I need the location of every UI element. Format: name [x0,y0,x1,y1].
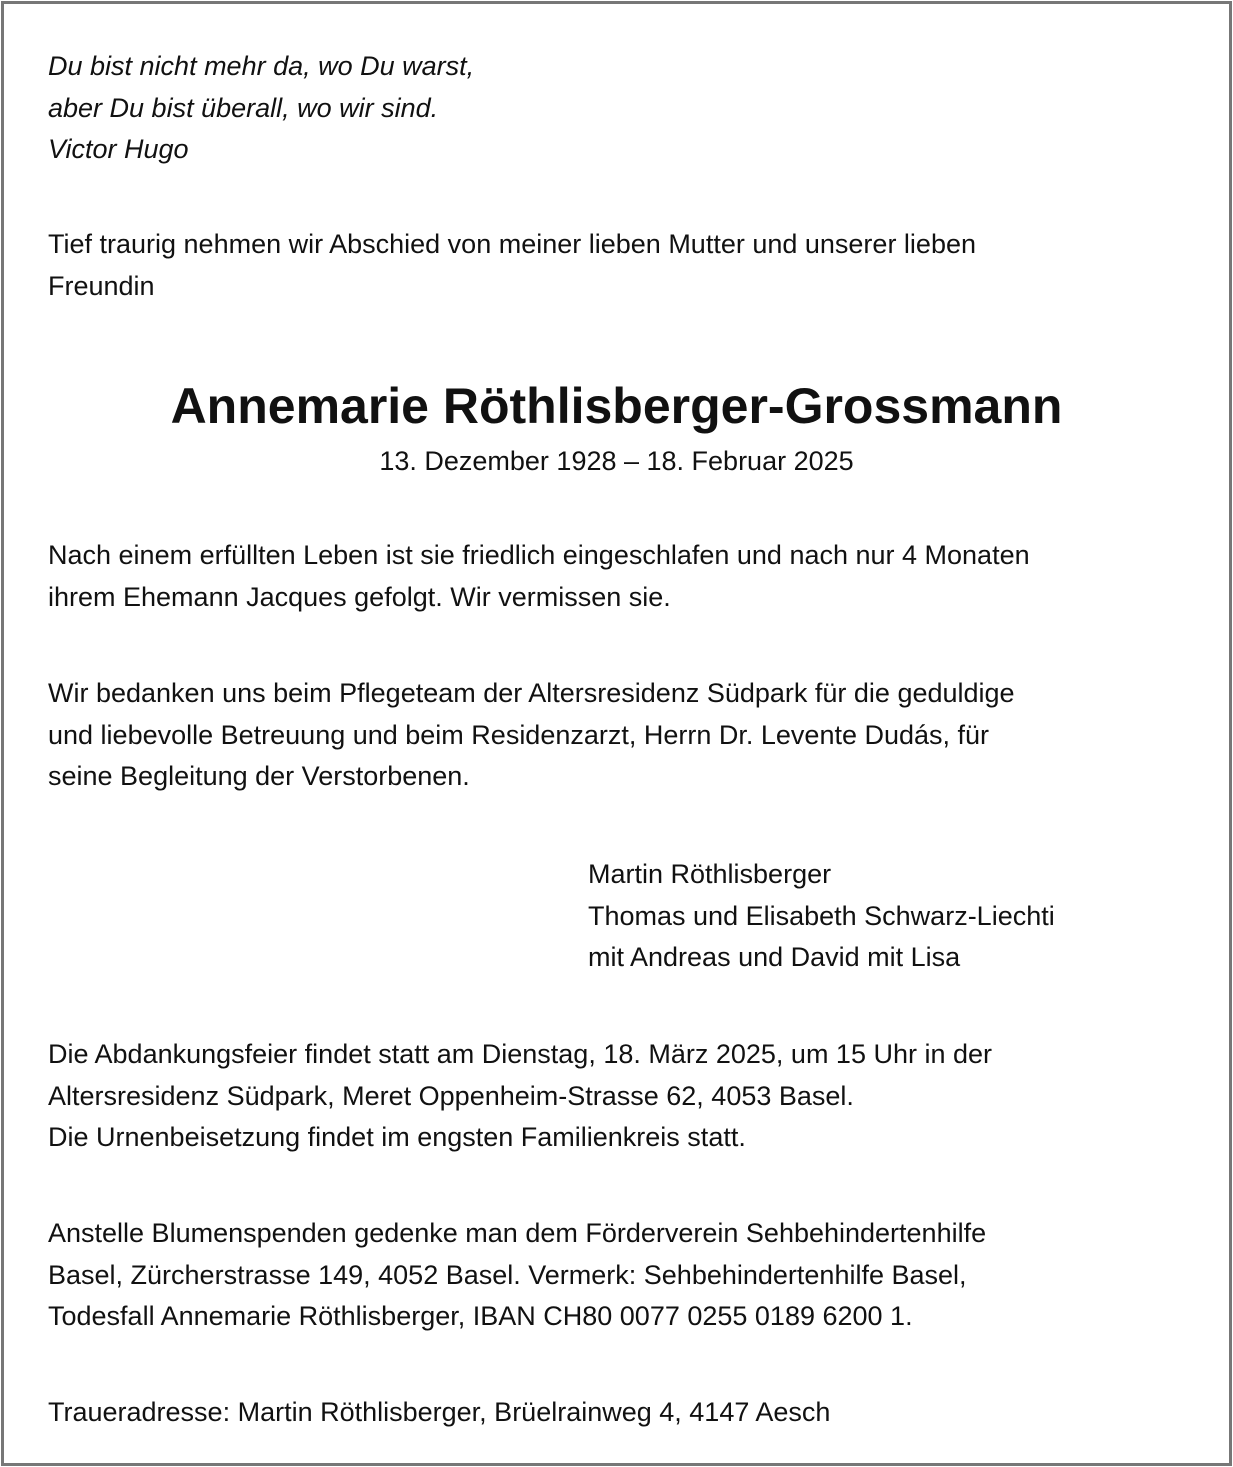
quote-author: Victor Hugo [48,134,189,164]
ceremony-paragraph [48,1034,992,1159]
intro-line: Tief traurig nehmen wir Abschied von meiner lieben Mutter und unserer lieben [48,229,976,259]
paragraph-line: Wir bedanken uns beim Pflegeteam der Altersresidenz Südpark für die geduldige [48,678,1015,708]
obituary-notice [1,1,1232,1466]
paragraph-line: seine Begleitung der Verstorbenen. [48,761,470,791]
paragraph-line: Nach einem erfüllten Leben ist sie friedlich eingeschlafen und nach nur 4 Monaten [48,540,1030,570]
life-dates: 13. Dezember 1928 – 18. Februar 2025 [379,446,854,476]
life-paragraph [48,535,1030,618]
paragraph-line: Todesfall Annemarie Röthlisberger, IBAN CH80 0077 0255 0189 6200 1. [48,1301,913,1331]
deceased-name: Annemarie Röthlisberger-Grossmann [170,378,1063,434]
intro-paragraph [48,224,976,307]
paragraph-line: Die Urnenbeisetzung findet im engsten Familienkreis statt. [48,1122,746,1152]
quote-line: aber Du bist überall, wo wir sind. [48,92,439,123]
donation-paragraph [48,1213,986,1338]
paragraph-line: Basel, Zürcherstrasse 149, 4052 Basel. Vermerk: Sehbehindertenhilfe Basel, [48,1259,967,1290]
signature-line: Martin Röthlisberger [588,859,832,889]
intro-line: Freundin [48,270,155,301]
paragraph-line: ihrem Ehemann Jacques gefolgt. Wir vermissen sie. [48,581,671,612]
signatures-block [588,854,1055,979]
paragraph-line: Die Abdankungsfeier findet statt am Dienstag, 18. März 2025, um 15 Uhr in der [48,1039,993,1069]
signature-line: mit Andreas und David mit Lisa [588,942,961,972]
mourning-address [48,1392,830,1434]
quote-line: Du bist nicht mehr da, wo Du warst, [48,51,475,81]
signature-line: Thomas und Elisabeth Schwarz-Liechti [588,900,1055,931]
paragraph-line: Altersresidenz Südpark, Meret Oppenheim-Strasse 62, 4053 Basel. [48,1080,854,1111]
epigraph-quote [48,46,474,171]
paragraph-line: Anstelle Blumenspenden gedenke man dem Förderverein Sehbehindertenhilfe [48,1218,987,1248]
paragraph-line: und liebevolle Betreuung und beim Residenzarzt, Herrn Dr. Levente Dudás, für [48,719,990,750]
address-line: Traueradresse: Martin Röthlisberger, Brüelrainweg 4, 4147 Aesch [48,1397,831,1427]
thanks-paragraph [48,673,1015,798]
